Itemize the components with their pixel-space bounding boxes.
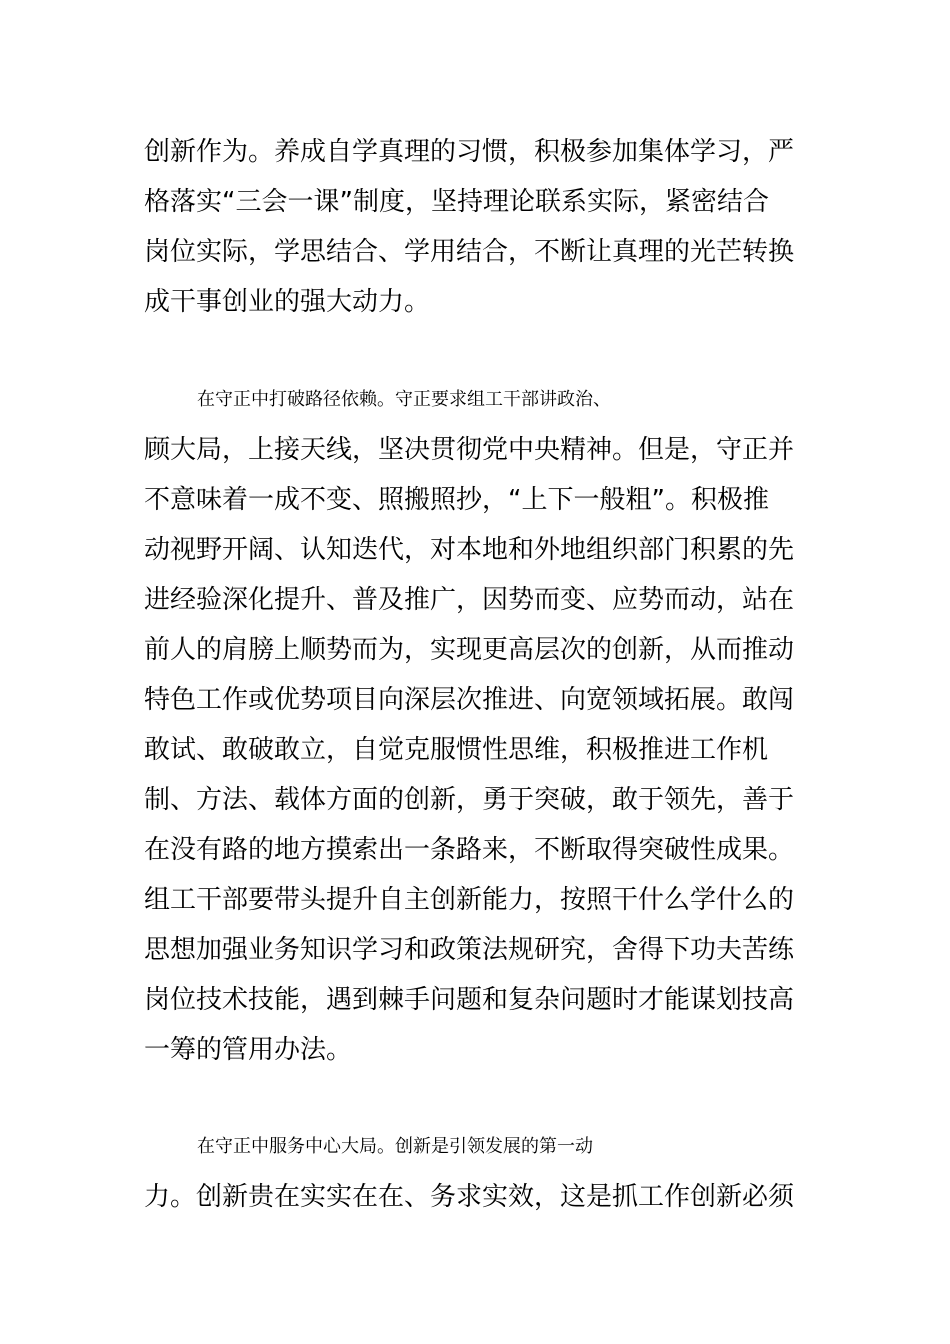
paragraph-2-line-9: 制、方法、载体方面的创新，勇于突破，敢于领先，善于 [144, 785, 795, 815]
paragraph-2-line-6: 前人的肩膀上顺势而为，实现更高层次的创新，从而推动 [144, 635, 795, 665]
paragraph-2-line-11: 组工干部要带头提升自主创新能力，按照干什么学什么的 [144, 885, 795, 915]
paragraph-3-line-2: 力。创新贵在实实在在、务求实效，这是抓工作创新必须 [144, 1182, 795, 1212]
paragraph-2-line-14: 一筹的管用办法。 [144, 1035, 353, 1065]
paragraph-2-line-10: 在没有路的地方摸索出一条路来，不断取得突破性成果。 [144, 835, 795, 865]
paragraph-1-line-2: 格落实“三会一课”制度，坚持理论联系实际，紧密结合 [144, 187, 769, 217]
paragraph-3-line-1: 在守正中服务中心大局。创新是引领发展的第一动 [197, 1136, 593, 1157]
paragraph-1-line-4: 成干事创业的强大动力。 [144, 287, 431, 317]
paragraph-2-line-7: 特色工作或优势项目向深层次推进、向宽领域拓展。敢闯 [144, 685, 795, 715]
paragraph-2-line-5: 进经验深化提升、普及推广，因势而变、应势而动，站在 [144, 585, 795, 615]
paragraph-2-line-1: 在守正中打破路径依赖。守正要求组工干部讲政治、 [197, 389, 611, 410]
paragraph-1-line-3: 岗位实际，学思结合、学用结合，不断让真理的光芒转换 [144, 237, 795, 267]
paragraph-2-line-13: 岗位技术技能，遇到棘手问题和复杂问题时才能谋划技高 [144, 985, 795, 1015]
paragraph-2-line-2: 顾大局，上接天线，坚决贯彻党中央精神。但是，守正并 [144, 435, 795, 465]
paragraph-1-line-1: 创新作为。养成自学真理的习惯，积极参加集体学习，严 [144, 137, 795, 167]
paragraph-2-line-3: 不意味着一成不变、照搬照抄，“上下一般粗”。积极推 [144, 485, 769, 515]
paragraph-2-line-12: 思想加强业务知识学习和政策法规研究，舍得下功夫苦练 [144, 935, 795, 965]
paragraph-2-line-8: 敢试、敢破敢立，自觉克服惯性思维，积极推进工作机 [144, 735, 769, 765]
paragraph-2-line-4: 动视野开阔、认知迭代，对本地和外地组织部门积累的先 [144, 535, 795, 565]
